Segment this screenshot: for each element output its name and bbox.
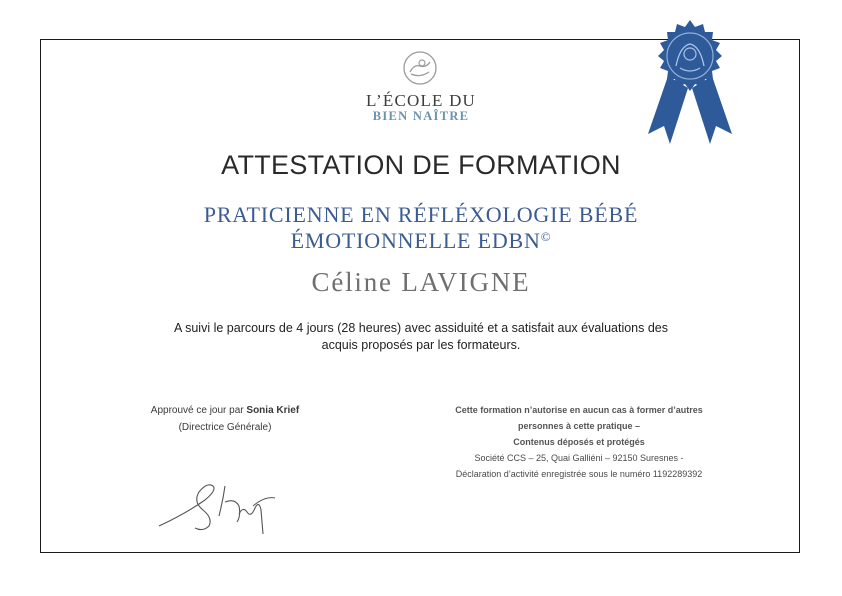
approval-line — [100, 402, 350, 419]
approval-signer: Sonia Krief — [246, 405, 300, 416]
body-line2: acquis proposés par les formateurs. — [321, 338, 521, 352]
approval-prefix: Approuvé ce jour par — [150, 405, 247, 416]
legal-block — [412, 402, 746, 482]
legal-line5: Déclaration d’activité enregistrée sous le numéro 1192289392 — [455, 469, 703, 479]
subtitle-line1: PRATICIENNE EN RÉFLÉXOLOGIE BÉBÉ — [203, 202, 639, 227]
approval-role: (Directrice Générale) — [178, 422, 272, 433]
ribbon-seal-icon — [640, 16, 740, 151]
legal-line1: Cette formation n’autorise en aucun cas à former d’autres — [455, 405, 703, 415]
legal-line4: Société CCS – 25, Quai Galliéni – 92150 Suresnes - — [474, 453, 684, 463]
school-logo-icon — [402, 50, 438, 86]
subtitle-line2 — [0, 226, 842, 252]
body-line1: A suivi le parcours de 4 jours (28 heures) avec assiduité et a satisfait aux évaluations des — [173, 321, 669, 335]
recipient-name: Céline LAVIGNE — [311, 267, 531, 297]
logo-text-line2: BIEN NAÎTRE — [372, 109, 470, 123]
legal-line2: personnes à cette pratique – — [517, 421, 641, 431]
handwritten-signature — [155, 476, 285, 536]
certificate-title: ATTESTATION DE FORMATION — [221, 150, 621, 180]
subtitle-line2-text: ÉMOTIONNELLE EDBN — [290, 228, 541, 253]
certificate-body — [120, 320, 722, 354]
copyright-mark: © — [540, 229, 552, 244]
legal-line3: Contenus déposés et protégés — [513, 437, 645, 447]
approval-block — [100, 402, 350, 436]
logo-text-line1: L’ÉCOLE DU — [365, 91, 477, 110]
training-subtitle — [0, 204, 842, 252]
